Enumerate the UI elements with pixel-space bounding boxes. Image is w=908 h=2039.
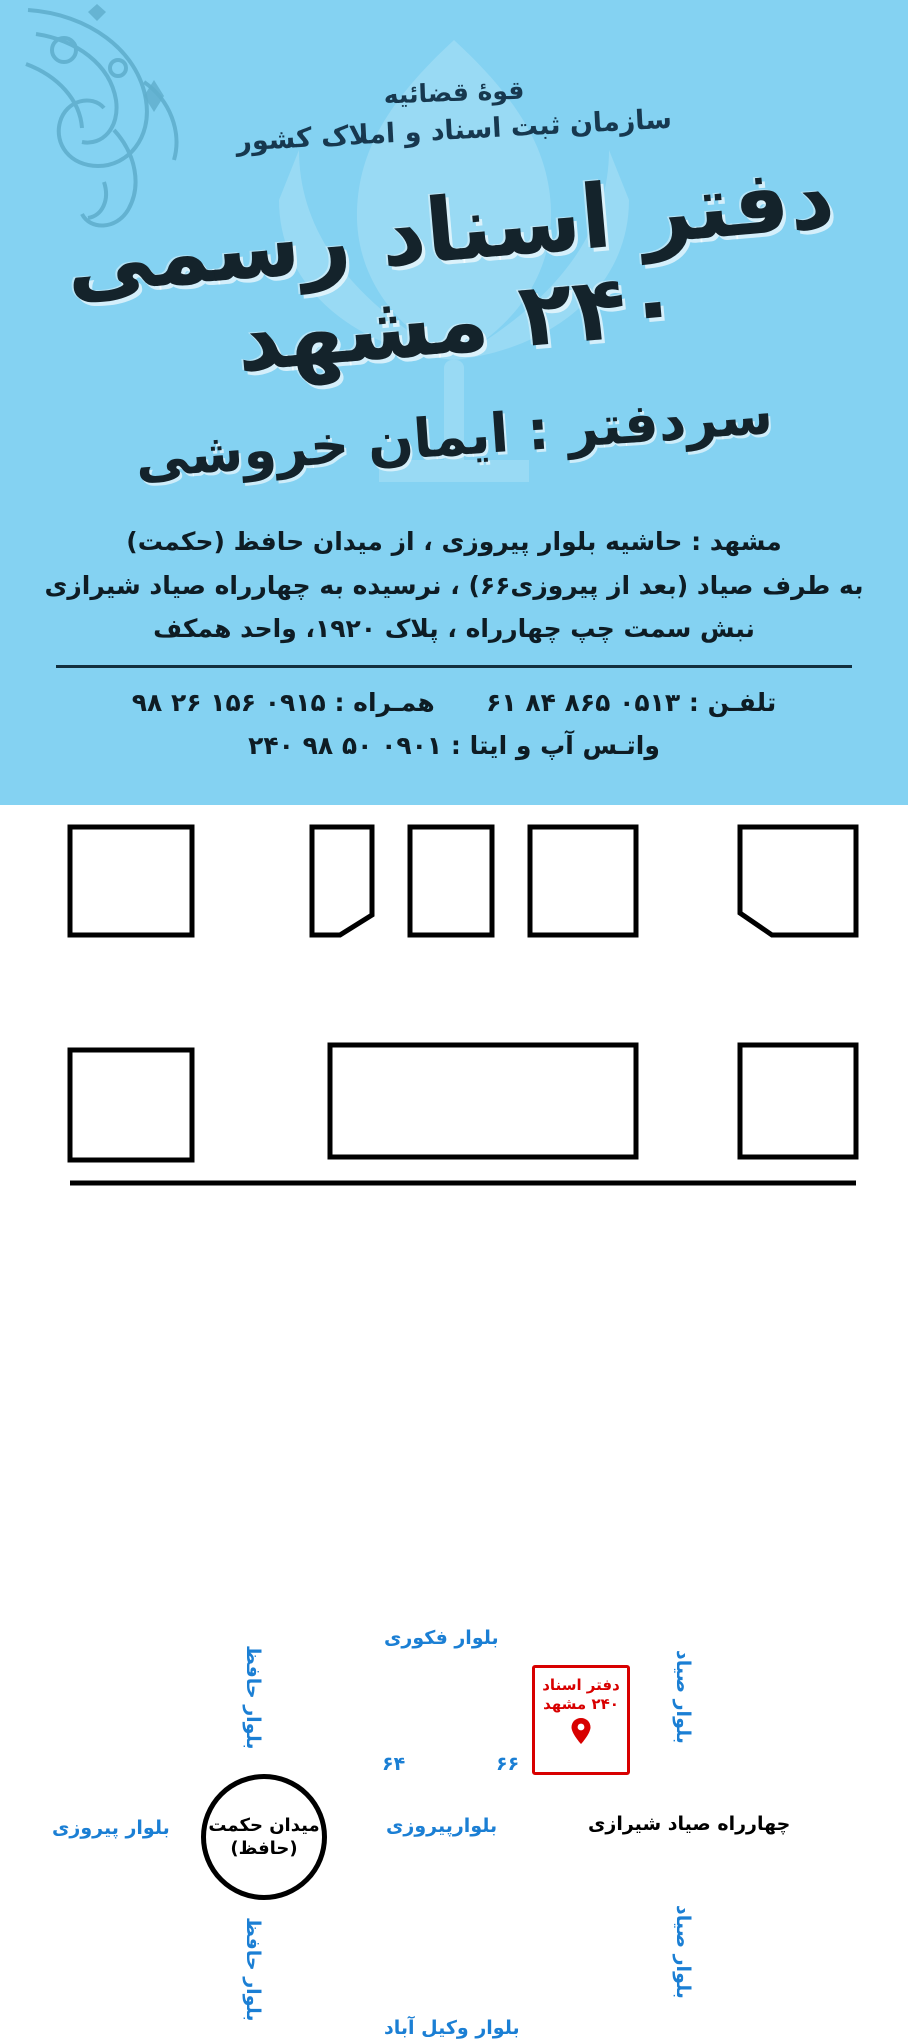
roundabout-label: میدان حکمت (حافظ) [208,1814,320,1859]
address-line-2: به طرف صیاد (بعد از پیروزی۶۶) ، نرسیده به چهارراه صیاد شیرازی [44,570,864,600]
street-label-hafez-bottom: بلوار حافظ [242,1917,264,2022]
address-line-3: نبش سمت چپ چهارراه ، پلاک ۱۹۲۰، واحد همکف [153,614,755,644]
map-pin-icon [571,1718,591,1744]
whatsapp-label: واتـس آپ و ایتا : [450,730,660,760]
location-map [0,805,908,2039]
address-line-1: مشهد : حاشیه بلوار پیروزی ، از میدان حافظ (حکمت) [126,526,782,556]
page-title: دفتر اسناد رسمی ۲۴۰ مشهد [61,144,839,393]
contact-row-messaging [50,725,858,768]
block-number-66: ۶۶ [496,1753,520,1775]
header-panel [0,0,908,805]
notary-name: سردفتر : ایمان خروشی [133,382,775,490]
contact-block [50,682,858,767]
contact-row-phones [50,682,858,725]
intersection-label-sayad-shirazi: چهارراه صیاد شیرازی [588,1813,791,1835]
org-line-1: قوهٔ قضائیه [383,75,525,110]
divider [56,665,852,668]
office-label-line-1: دفتر اسناد [542,1676,620,1694]
street-label-sayad-bottom: بلوار صیاد [672,1905,694,1999]
street-label-vakil-abad: بلوار وکیل آباد [384,2017,520,2039]
office-marker[interactable] [532,1665,630,1775]
street-label-sayad-top: بلوار صیاد [672,1650,694,1744]
address-block [44,520,864,651]
street-label-hafez-top: بلوار حافظ [242,1645,264,1750]
block-number-64: ۶۴ [382,1753,406,1775]
map-roads [0,805,908,1280]
street-label-piroozi-right: بلوار پیروزی [52,1817,170,1839]
org-line-2: سازمان ثبت اسناد و املاک کشور [235,103,673,158]
mobile-label: همـراه : [334,688,435,718]
whatsapp-value[interactable]: ۰۹۰۱ ۵۰ ۹۸ ۲۴۰ [248,730,443,760]
street-label-piroozi-mid: بلوارپیروزی [386,1815,498,1837]
phone-value[interactable]: ۰۵۱۳ ۸۶۵ ۸۴ ۶۱ [486,688,681,718]
organization-logo-text [0,0,908,158]
office-label-line-2: ۲۴۰ مشهد [543,1694,619,1713]
phone-label: تلفـن : [688,688,777,718]
street-label-fekouri: بلوار فکوری [384,1627,499,1649]
roundabout-hekmat [201,1774,327,1900]
mobile-value[interactable]: ۰۹۱۵ ۱۵۶ ۲۶ ۹۸ [131,688,326,718]
